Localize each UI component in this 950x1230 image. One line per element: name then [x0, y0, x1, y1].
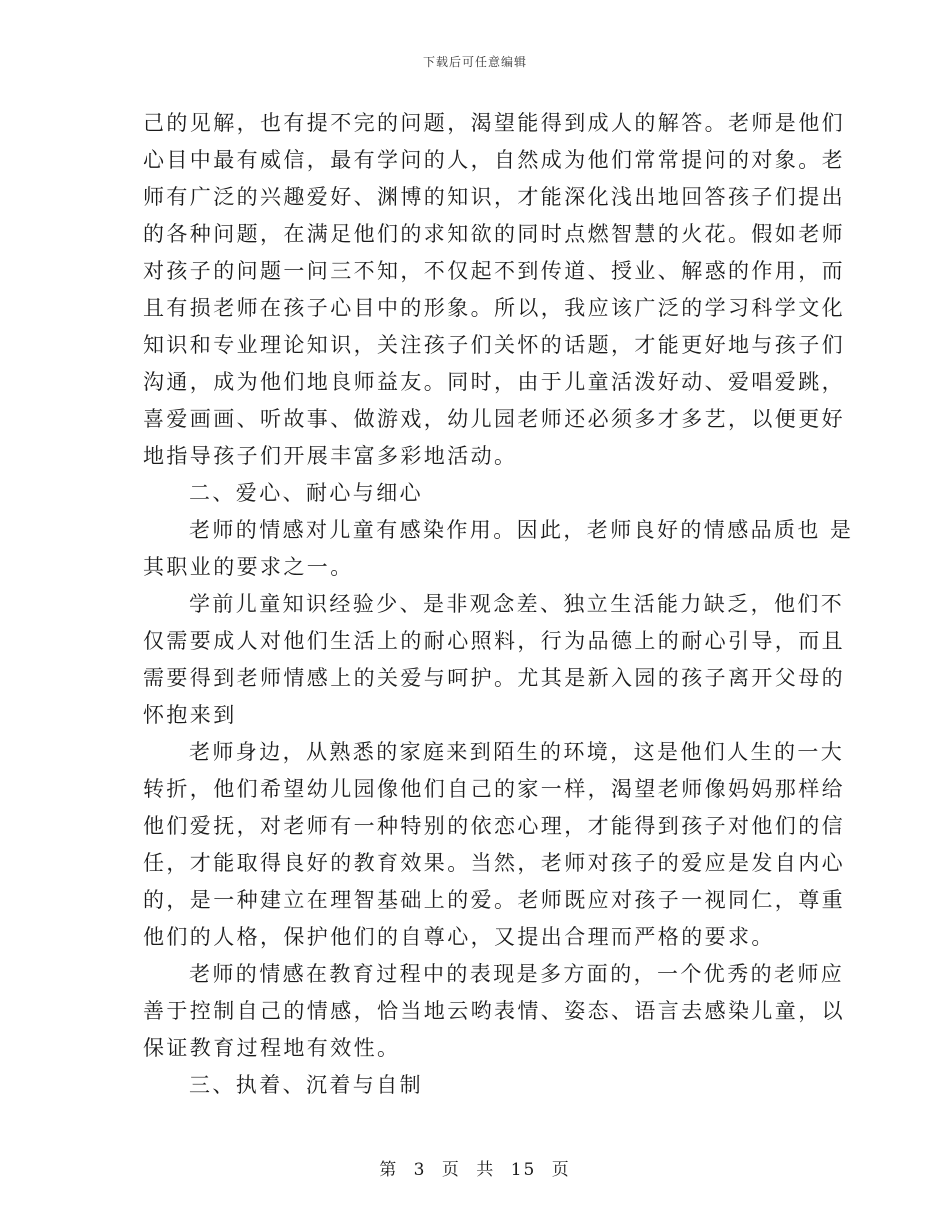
- text-line: 保证教育过程地有效性。: [143, 1036, 401, 1060]
- text-line: 其职业的要求之一。: [143, 555, 354, 579]
- total-page-count: 15: [510, 1160, 537, 1180]
- footer-label-page: 第: [379, 1160, 399, 1180]
- text-line: 他们的人格，保护他们的自尊心，又提出合理而严格的要求。: [143, 925, 775, 949]
- text-line: 且有损老师在孩子心目中的形象。所以，我应该广泛的学习科学文化: [143, 296, 845, 320]
- footer-label-unit: 页: [441, 1160, 461, 1180]
- text-line: 老师的情感在教育过程中的表现是多方面的，一个优秀的老师应: [189, 962, 845, 986]
- current-page-number: 3: [413, 1160, 427, 1180]
- text-line: 善于控制自己的情感，恰当地云哟表情、姿态、语言去感染儿童，以: [143, 999, 845, 1023]
- text-line: 师有广泛的兴趣爱好、渊博的知识，才能深化浅出地回答孩子们提出: [143, 185, 845, 209]
- text-line: 学前儿童知识经验少、是非观念差、独立生活能力缺乏，他们不: [189, 592, 845, 616]
- text-line: 沟通，成为他们地良师益友。同时，由于儿童活泼好动、爱唱爱跳，: [143, 370, 845, 394]
- page-footer: [0, 1155, 950, 1180]
- text-line: 老师身边，从熟悉的家庭来到陌生的环境，这是他们人生的一大: [189, 740, 845, 764]
- text-line: 任，才能取得良好的教育效果。当然，老师对孩子的爱应是发自内心: [143, 851, 845, 875]
- text-line: 对孩子的问题一问三不知，不仅起不到传道、授业、解惑的作用，而: [143, 259, 845, 283]
- text-line: 喜爱画画、听故事、做游戏，幼儿园老师还必须多才多艺，以便更好: [143, 407, 845, 431]
- text-line: 转折，他们希望幼儿园像他们自己的家一样，渴望老师像妈妈那样给: [143, 777, 845, 801]
- text-line: 他们爱抚，对老师有一种特别的依恋心理，才能得到孩子对他们的信: [143, 814, 845, 838]
- text-line: 怀抱来到: [143, 703, 237, 727]
- text-line: 二、爱心、耐心与细心: [189, 481, 423, 505]
- text-line: 心目中最有威信，最有学问的人，自然成为他们常常提问的对象。老: [143, 148, 845, 172]
- header-note: 下载后可任意编辑: [422, 55, 527, 69]
- text-line: 知识和专业理论知识，关注孩子们关怀的话题，才能更好地与孩子们: [143, 333, 845, 357]
- document-body: [143, 105, 854, 1104]
- text-line: 老师的情感对儿童有感染作用。因此，老师良好的情感品质也 是: [189, 518, 854, 542]
- footer-label-total: 共: [476, 1160, 496, 1180]
- text-line: 需要得到老师情感上的关爱与呵护。尤其是新入园的孩子离开父母的: [143, 666, 845, 690]
- text-line: 仅需要成人对他们生活上的耐心照料，行为品德上的耐心引导，而且: [143, 629, 845, 653]
- text-line: 的各种问题，在满足他们的求知欲的同时点燃智慧的火花。假如老师: [143, 222, 845, 246]
- footer-label-unit-2: 页: [551, 1160, 571, 1180]
- text-line: 的，是一种建立在理智基础上的爱。老师既应对孩子一视同仁，尊重: [143, 888, 845, 912]
- text-line: 三、执着、沉着与自制: [189, 1073, 423, 1097]
- text-line: 己的见解，也有提不完的问题，渴望能得到成人的解答。老师是他们: [143, 111, 845, 135]
- text-line: 地指导孩子们开展丰富多彩地活动。: [143, 444, 518, 468]
